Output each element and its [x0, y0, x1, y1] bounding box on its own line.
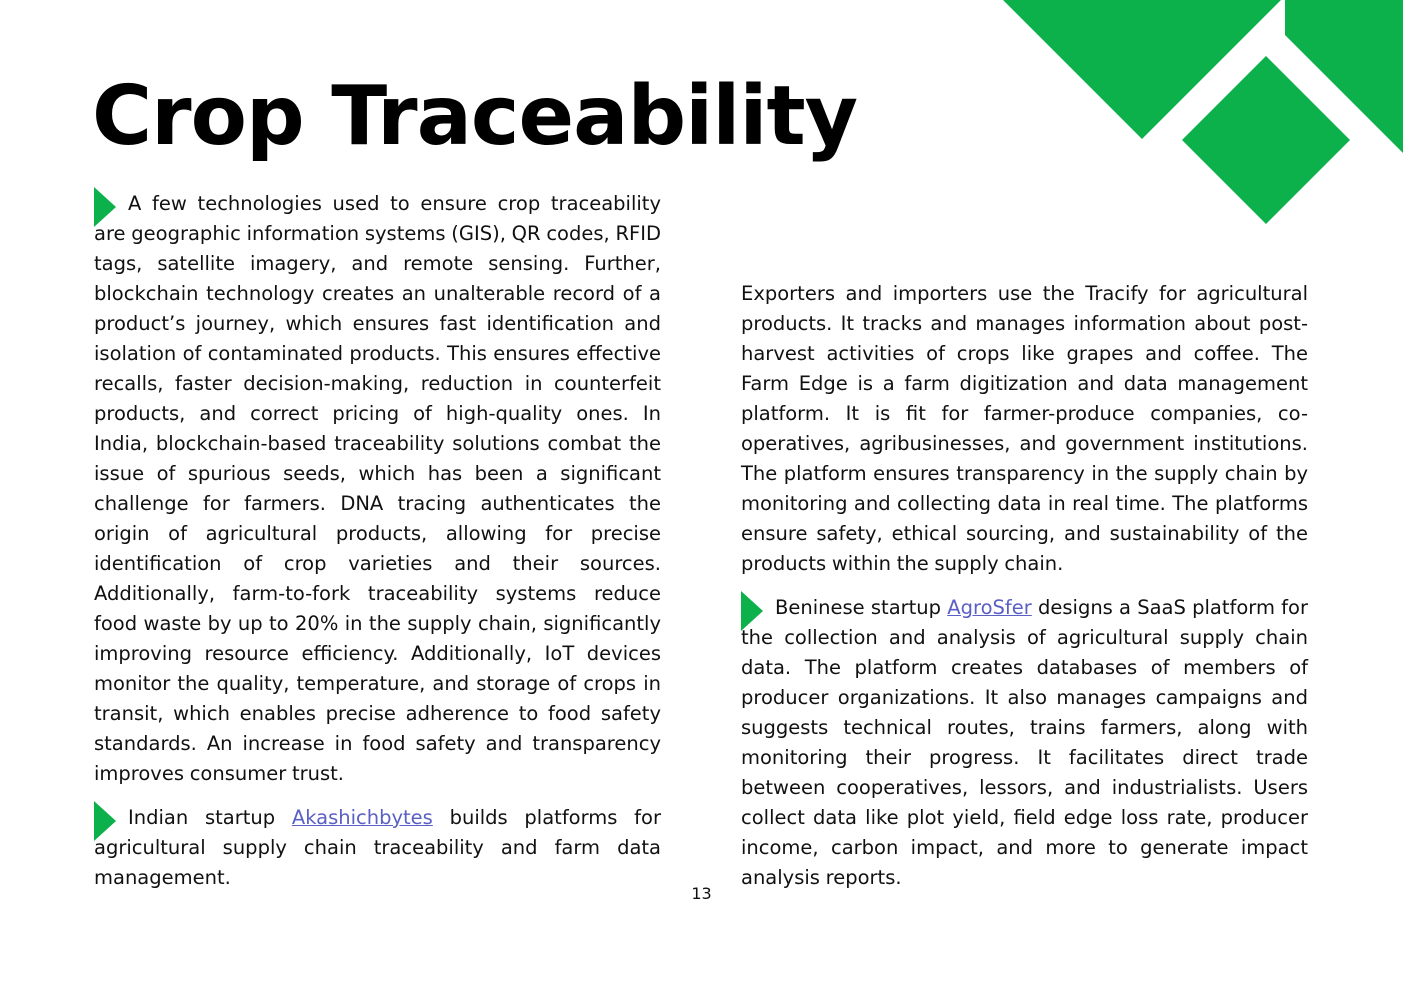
right-paragraph-1: Exporters and importers use the Tracify for agricultural products. It tracks and manages information about post-harvest activities of crops like grapes and coffee. The Farm Edge is a farm digitization and data management platform. It is fit for farmer-produce companies, co-operatives, agribusinesses, and government institutions. The platform ensures transparency in the supply chain by monitoring and collecting data in real time. The platforms ensure safety, ethical sourcing, and sustainability of the products within the supply chain.	[741, 282, 1308, 575]
triangle-bullet-icon	[94, 187, 116, 227]
green-triangle-right	[1285, 0, 1403, 153]
left-paragraph-1	[94, 189, 661, 789]
akashichbytes-link[interactable]: Akashichbytes	[291, 806, 433, 829]
green-triangle-large	[1003, 0, 1281, 139]
green-diamond	[1182, 56, 1350, 224]
right-paragraph-2-prefix: Beninese startup	[775, 596, 948, 619]
right-column	[741, 279, 1308, 907]
triangle-bullet-icon	[741, 591, 763, 631]
left-paragraph-2-suffix: builds platforms for agricultural supply chain traceability and farm data management.	[94, 806, 661, 889]
left-column	[94, 189, 661, 907]
triangle-bullet-icon	[94, 801, 116, 841]
page-title: Crop Traceability	[92, 69, 858, 164]
left-paragraph-2-prefix: Indian startup	[128, 806, 292, 829]
right-paragraph-2	[741, 593, 1308, 893]
left-paragraph-1-text: A few technologies used to ensure crop traceability are geographic information systems (GIS), QR codes, RFID tags, satellite imagery, and remote sensing. Further, blockchain technology creates an unalterable record of a product’s journey, which ensures fast identification and isolation of contaminated products. This ensures effective recalls, faster decision-making, reduction in counterfeit products, and correct pricing of high-quality ones. In India, blockchain-based traceability solutions combat the issue of spurious seeds, which has been a significant challenge for farmers. DNA tracing authenticates the origin of agricultural products, allowing for precise identification of crop varieties and their sources. Additionally, farm-to-fork traceability systems reduce food waste by up to 20% in the supply chain, significantly improving resource efficiency. Additionally, IoT devices monitor the quality, temperature, and storage of crops in transit, which enables precise adherence to food safety standards. An increase in food safety and transparency improves consumer trust.	[94, 192, 661, 785]
agrosfer-link[interactable]: AgroSfer	[947, 596, 1032, 619]
left-paragraph-2	[94, 803, 661, 893]
right-paragraph-2-suffix: designs a SaaS platform for the collection and analysis of agricultural supply chain data. The platform creates databases of members of producer organizations. It also manages campaigns and suggests technical routes, trains farmers, along with monitoring their progress. It facilitates direct trade between cooperatives, lessors, and industrialists. Users collect data like plot yield, field edge loss rate, producer income, carbon impact, and more to generate impact analysis reports.	[741, 596, 1308, 889]
page-number: 13	[691, 884, 712, 903]
